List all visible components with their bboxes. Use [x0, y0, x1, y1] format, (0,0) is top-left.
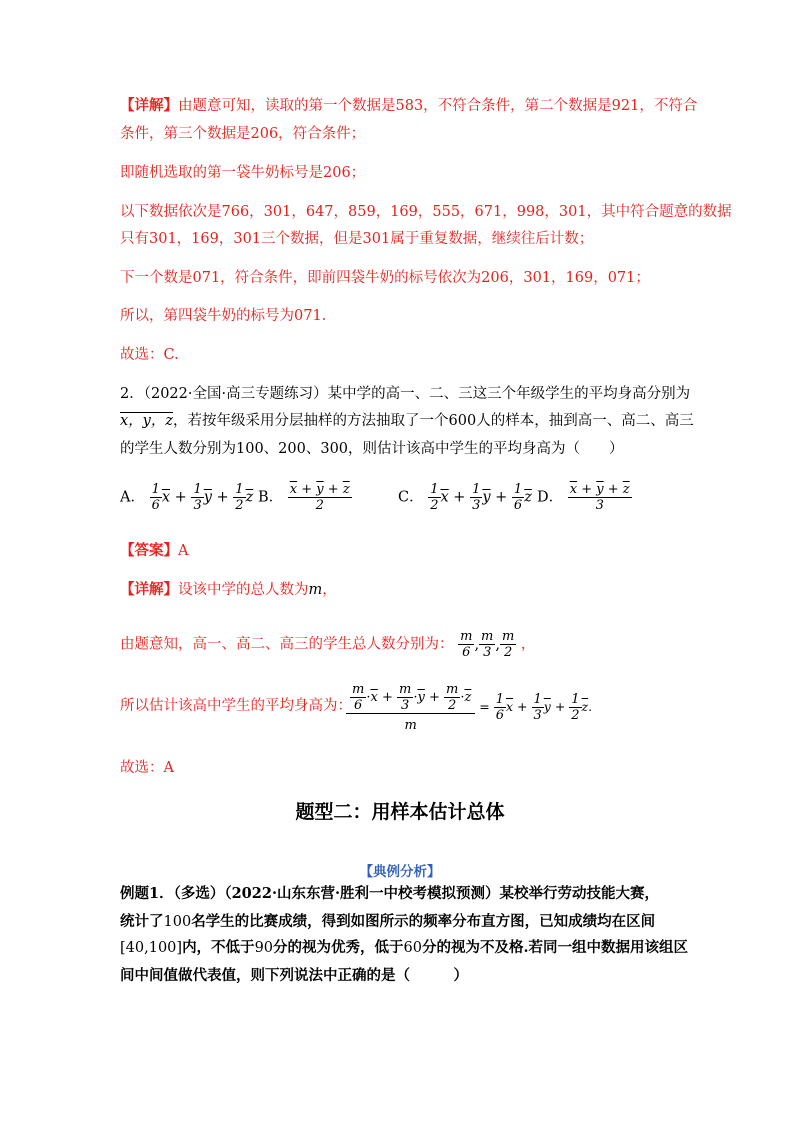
option-b: B． $\frac{\overline{x} + \overline{y} + \overline{z}}{2}$	[258, 482, 350, 513]
sol2-line1: 【详解】设该中学的总人数为m，	[120, 581, 337, 598]
option-d: D． $\frac{\overline{x} + \overline{y} + \overline{z}}{3}$	[537, 482, 630, 513]
example1-line3: [40,100]内，不低于90分的视为优秀，低于60分的视为不及格.若同一组中数据用该组区	[120, 939, 689, 956]
sol2-answer: 故选：A	[120, 760, 174, 776]
sol1-line4: 以下数据依次是766，301，647，859，169，555，671，998，301，其中符合题意的数据	[120, 204, 732, 220]
section-subtitle: 【典例分析】	[359, 864, 441, 880]
example1-line1: 例题1．（多选）（2022·山东东营·胜利一中校考模拟预测）某校举行劳动技能大赛，	[120, 885, 660, 902]
sol1-line3: 即随机选取的第一袋牛奶标号是206；	[120, 165, 366, 181]
example1-line4: 间中间值做代表值，则下列说法中正确的是（ ）	[120, 967, 468, 984]
q2-line1: 2．（2022·全国·高三专题练习）某中学的高一、二、三这三个年级学生的平均身高分别为	[120, 386, 691, 402]
sol2-line3: 所以估计该高中学生的平均身高为：	[120, 698, 352, 714]
sol2-line2: 由题意知，高一、高二、高三的学生总人数分别为： $\frac{m}{6}$ , $\frac{m}{3}$ , $\frac{m}{2}$ ，	[120, 629, 536, 660]
sol1-line1: 【详解】由题意可知，读取的第一个数据是583，不符合条件，第二个数据是921，不符合	[120, 97, 698, 114]
sol1-tag: 【详解】	[120, 97, 178, 114]
sol1-line2: 条件，第三个数据是206，符合条件；	[120, 126, 366, 142]
sol1-line5: 只有301，169，301三个数据，但是301属于重复数据，继续往后计数；	[120, 231, 594, 247]
section-title: 题型二：用样本估计总体	[295, 801, 505, 823]
sol1-line7: 所以，第四袋牛奶的标号为071.	[120, 308, 327, 324]
option-c: C． $\frac{1}{2}$ $\overline{x}$ + $\frac{1}{3}$ $\overline{y}$ + $\frac{1}{6}$ $\overline{z}$	[398, 482, 532, 513]
q2-vars: x，y，z	[120, 413, 174, 429]
sol2-answer-line: 【答案】A	[120, 542, 189, 559]
q2-line2: x，y，z，若按年级采用分层抽样的方法抽取了一个600人的样本，抽到高一、高二、高三	[120, 413, 694, 429]
average-formula: $\frac{m}{6}$ $\cdot\overline{x}$ + $\frac{m}{3}$ $\cdot\overline{y}$ + $\frac{m}{2}$ $\cdot\overline{z}$ m = $\frac{1}{6}$ $\overline{x}$ + $\frac{1}{3}$ $\overline{y}$ + $\frac{1}{2}$ $\overline{z}$.	[346, 682, 592, 733]
q2-line3: 的学生人数分别为100、200、300，则估计该高中学生的平均身高为（ ）	[120, 441, 624, 457]
sol1-line6: 下一个数是071，符合条件，即前四袋牛奶的标号依次为206，301，169，071；	[120, 270, 650, 286]
example1-line2: 统计了100名学生的比赛成绩，得到如图所示的频率分布直方图，已知成绩均在区间	[120, 913, 656, 930]
option-a: A． $\frac{1}{6}$ $\overline{x}$ + $\frac{1}{3}$ $\overline{y}$ + $\frac{1}{2}$ $\overline{z}$	[120, 482, 254, 513]
sol1-answer: 故选：C.	[120, 347, 179, 363]
